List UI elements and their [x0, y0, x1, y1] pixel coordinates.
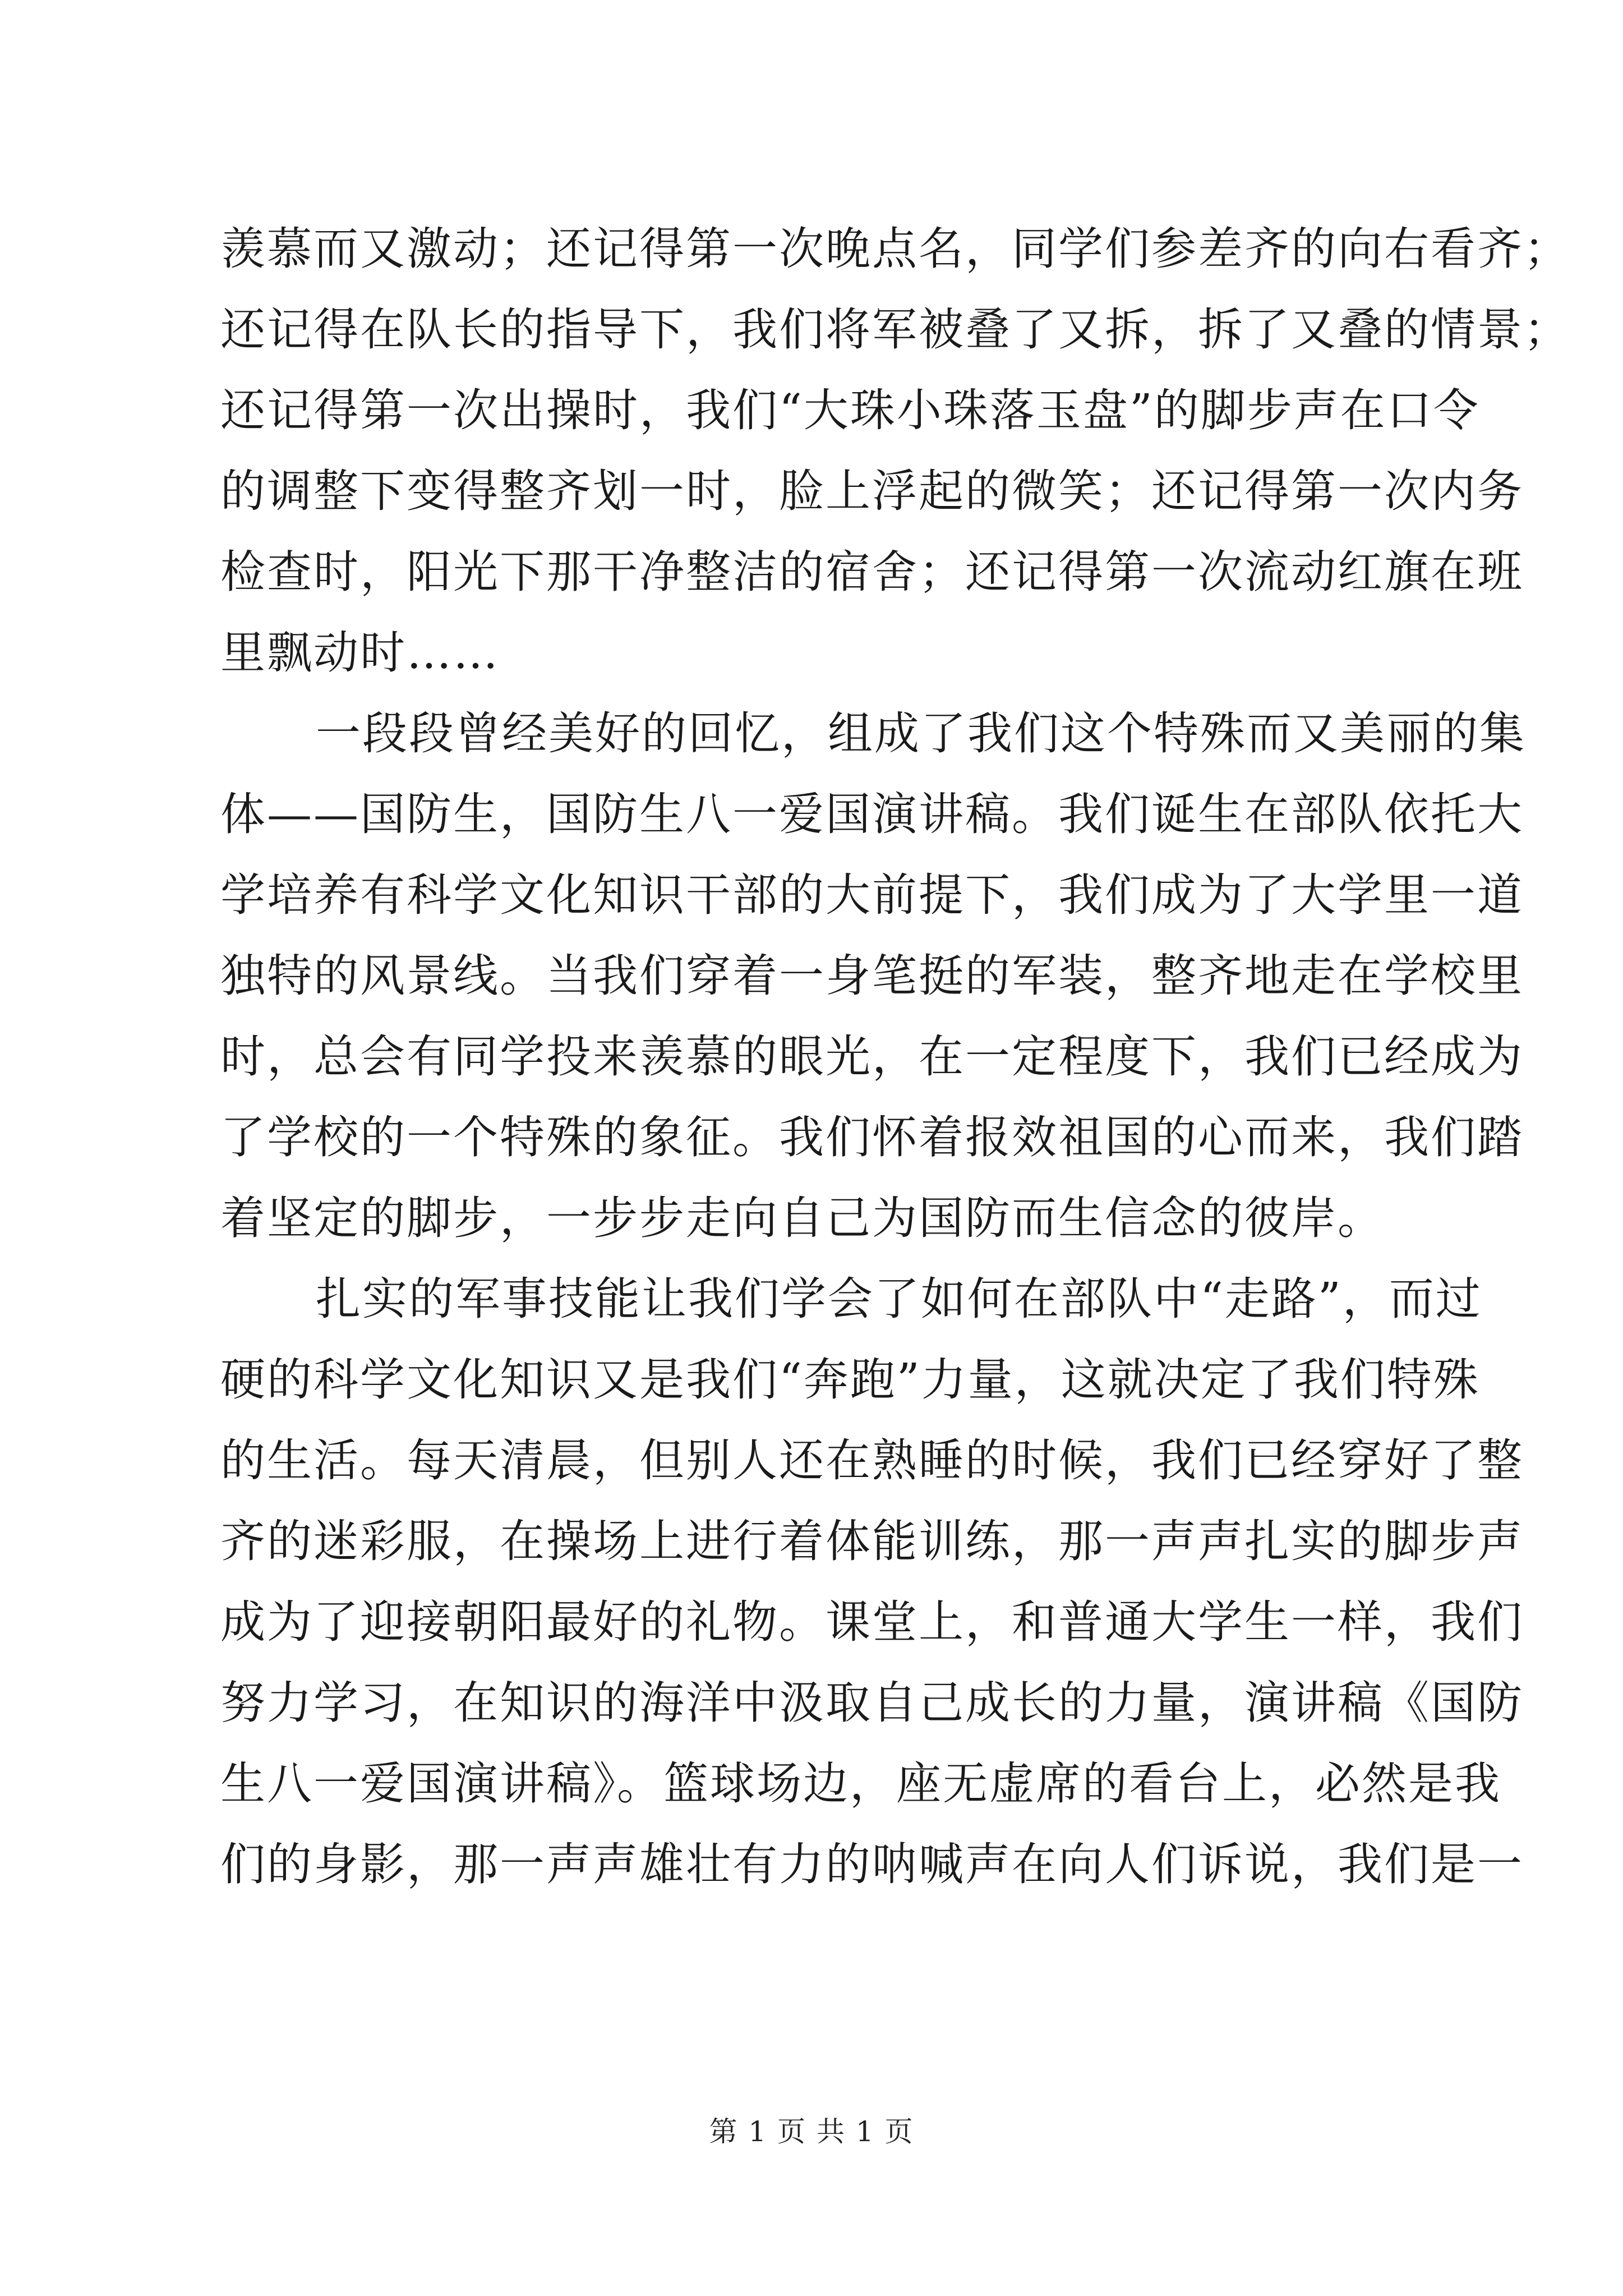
text-line: 着坚定的脚步，一步步走向自己为国防而生信念的彼岸。 — [220, 1192, 1384, 1244]
text-line: 努力学习，在知识的海洋中汲取自己成长的力量，演讲稿《国防 — [220, 1677, 1524, 1729]
text-line: 了学校的一个特殊的象征。我们怀着报效祖国的心而来，我们踏 — [220, 1111, 1524, 1163]
text-line: 还记得在队长的指导下，我们将军被叠了又拆，拆了又叠的情景； — [220, 303, 1570, 356]
text-line: 成为了迎接朝阳最好的礼物。课堂上，和普通大学生一样，我们 — [220, 1596, 1524, 1648]
text-line: 硬的科学文化知识又是我们“奔跑”力量，这就决定了我们特殊 — [220, 1354, 1480, 1406]
text-line: 检查时，阳光下那干净整洁的宿舍；还记得第一次流动红旗在班 — [220, 546, 1524, 598]
text-line: 生八一爱国演讲稿》。篮球场边，座无虚席的看台上，必然是我 — [220, 1757, 1501, 1810]
text-line: 羡慕而又激动；还记得第一次晚点名，同学们参差齐的向右看齐； — [220, 223, 1570, 275]
text-line: 齐的迷彩服，在操场上进行着体能训练，那一声声扎实的脚步声 — [220, 1515, 1524, 1567]
text-line: 学培养有科学文化知识干部的大前提下，我们成为了大学里一道 — [220, 869, 1524, 921]
text-line: 们的身影，那一声声雄壮有力的呐喊声在向人们诉说，我们是一 — [220, 1838, 1524, 1890]
paragraph-start-line: 扎实的军事技能让我们学会了如何在部队中“走路”，而过 — [316, 1273, 1482, 1325]
text-line: 还记得第一次出操时，我们“大珠小珠落玉盘”的脚步声在口令 — [220, 384, 1480, 436]
text-line: 时，总会有同学投来羡慕的眼光，在一定程度下，我们已经成为 — [220, 1030, 1524, 1083]
text-line: 独特的风景线。当我们穿着一身笔挺的军装，整齐地走在学校里 — [220, 950, 1524, 1002]
text-line: 体——国防生，国防生八一爱国演讲稿。我们诞生在部队依托大 — [220, 788, 1524, 840]
text-line: 里飘动时…… — [220, 627, 500, 679]
paragraph-start-line: 一段段曾经美好的回忆，组成了我们这个特殊而又美丽的集 — [316, 707, 1526, 760]
body-text — [220, 209, 1570, 1905]
text-line: 的生活。每天清晨，但别人还在熟睡的时候，我们已经穿好了整 — [220, 1434, 1524, 1487]
page-footer: 第 1 页 共 1 页 — [709, 2115, 914, 2148]
text-line: 的调整下变得整齐划一时，脸上浮起的微笑；还记得第一次内务 — [220, 465, 1524, 517]
